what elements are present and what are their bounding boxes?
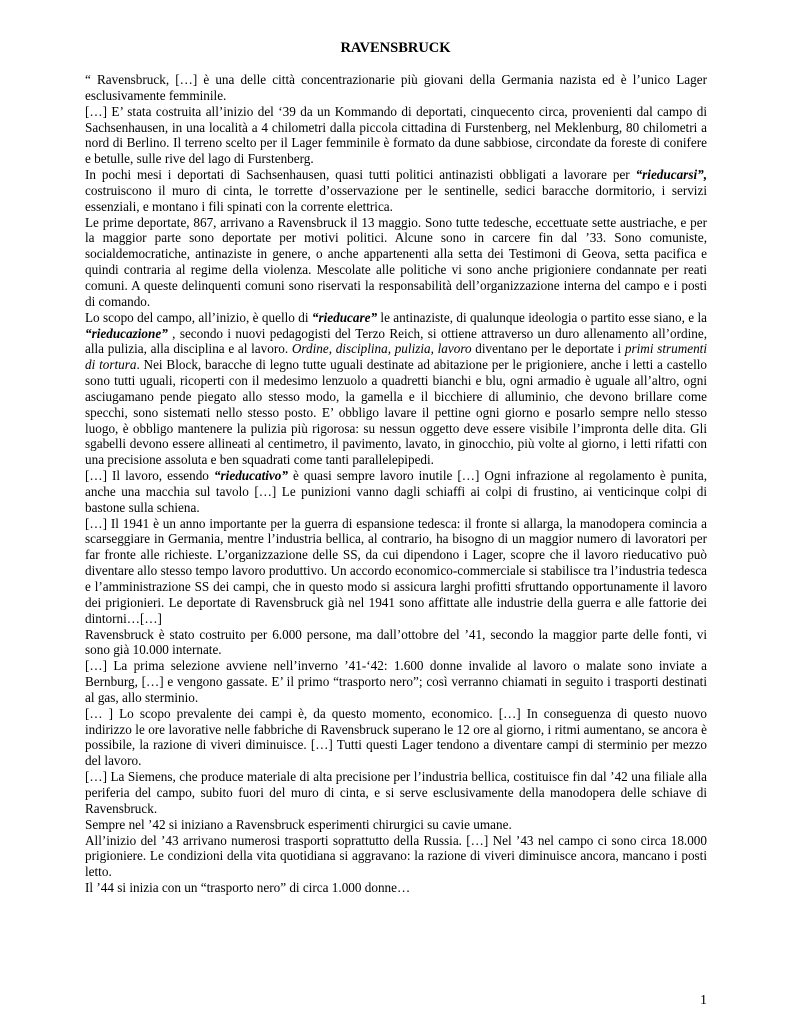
italic-phrase: Ordine, disciplina, pulizia, lavoro (291, 341, 472, 357)
text-run: […] Il 1941 è un anno importante per la guerra di espansione tedesca: il fronte si allarga, la manodopera comincia a scarseggiare in Germania, mentre l’industria bellica, al contrario, ha bisogno di un maggior numero di lavoratori per far fronte alle richieste. L’organizzazione delle SS, da cui dipendono i Lager, scopre che il lavoro rieducativo può diventare allo stesso tempo lavoro produttivo. Un accordo economico-commerciale si stabilisce tra l’industria tedesca e l’amministrazione SS dei campi, che in questo modo si assicura larghi profitti sfruttando opportunamente il lavoro dei prigionieri. Le deportate di Ravensbruck già nel 1941 sono affittate alle industrie della guerra e alle fattorie dei dintorni…[…] (85, 515, 707, 626)
text-run: costruiscono il muro di cinta, le torrette d’osservazione per le sentinelle, sedici baracche dormitorio, i servizi essenziali, e montano i fili spinati con la corrente elettrica. (85, 182, 707, 214)
document-title: RAVENSBRUCK (340, 40, 451, 56)
paragraph (85, 167, 707, 215)
text-run: In pochi mesi i deportati di Sachsenhausen, quasi tutti politici antinazisti obbligati a lavorare per (85, 167, 636, 183)
emphasized-term: “rieducarsi”, (635, 167, 707, 183)
paragraph (85, 817, 707, 833)
paragraph (85, 468, 707, 516)
text-run: Il ’44 si inizia con un “trasporto nero” di circa 1.000 donne… (85, 880, 411, 896)
paragraph (85, 658, 707, 706)
text-run: , secondo i nuovi pedagogisti del Terzo Reich, si ottiene attraverso un duro allenamento all’ordine, alla pulizia, alla disciplina e al lavoro. (85, 325, 707, 357)
paragraph (85, 769, 707, 817)
paragraph (85, 627, 707, 659)
text-run: diventano per le deportate i (471, 341, 625, 357)
paragraph (85, 215, 707, 310)
paragraph (85, 104, 707, 167)
italic-phrase: primi strumenti di tortura (85, 341, 708, 373)
text-run: […] E’ stata costruita all’inizio del ‘39 da un Kommando di deportati, cinquecento circa, provenienti dal campo di Sachsenhausen, in una località a 4 chilometri dalla piccola cittadina di Furstenberg, nel Meklenburg, 80 chilometri a nord di Berlino. Il terreno scelto per il Lager femminile è formato da dune sabbiose, circondate da foreste di conifere e betulle, sulle rive del lago di Furstenberg. (85, 103, 707, 167)
emphasized-term: “rieducare” (311, 309, 378, 325)
text-run: […] La Siemens, che produce materiale di alta precisione per l’industria bellica, costituisce fin dal ’42 una filiale alla periferia del campo, subito fuori del muro di cinta, e si serve esclusivamente della manodopera delle schiave di Ravensbruck. (85, 769, 707, 816)
emphasized-term: “rieducativo” (213, 468, 288, 484)
text-run: le antinaziste, di qualunque ideologia o partito esse siano, e la (377, 309, 708, 325)
emphasized-term: “rieducazione” (85, 325, 168, 341)
text-run: . Nei Block, baracche di legno tutte uguali destinate ad abitazione per le prigioniere, anche i letti a castello sono tutti uguali, ricoperti con il medesimo lenzuolo a quadretti bianchi e blu, ogni armadio è uguale all’altro, ogni asciugamano pende piegato allo stesso modo, la gamella e il bicchiere di alluminio, che devono brillare come specchi, sono sistemati nello stesso posto. E’ obbligo lavare il pettine ogni giorno e posarlo sempre nello stesso luogo, è obbligo mantenere la pulizia più rigorosa: su nessun oggetto deve essere visibile l’impronta delle dita. Gli sgabelli devono essere allineati al centimetro, il pavimento, lavato, in ginocchio, più volte al giorno, i letti rifatti con una precisione assoluta e ben squadrati come tanti parallelepipedi. (85, 357, 707, 468)
text-run: Le prime deportate, 867, arrivano a Ravensbruck il 13 maggio. Sono tutte tedesche, eccettuate sette austriache, e per la maggior parte sono deportate per motivi politici. Alcune sono in carcere fin dal ’33. Sono comuniste, socialdemocratiche, antinaziste in genere, o anche appartenenti alla setta dei Testimoni di Geova, setta pacifica e quindi contraria al regime della violenza. Mescolate alle politiche vi sono anche prigioniere condannate per reati comuni. A queste delinquenti comuni sono riservati la responsabilità dell’organizzazione interna del campo e i posti di comando. (85, 214, 707, 309)
text-run: Ravensbruck è stato costruito per 6.000 persone, ma dall’ottobre del ’41, secondo la maggior parte delle fonti, vi sono già 10.000 internate. (85, 626, 707, 658)
paragraph (85, 516, 707, 627)
page-number: 1 (700, 993, 707, 1008)
text-run: Lo scopo del campo, all’inizio, è quello di (85, 309, 312, 325)
paragraph (85, 833, 707, 881)
text-run: […] Il lavoro, essendo (85, 468, 214, 484)
text-run: […] La prima selezione avviene nell’inverno ’41-‘42: 1.600 donne invalide al lavoro o malate sono inviate a Bernburg, […] e vengono gassate. E’ il primo “trasporto nero”; così verranno chiamati in seguito i trasporti destinati al gas, allo sterminio. (85, 658, 707, 705)
text-run: è quasi sempre lavoro inutile […] Ogni infrazione al regolamento è punita, anche una macchia sul tavolo […] Le punizioni vanno dagli schiaffi ai colpi di frustino, ai venticinque colpi di bastone sulla schiena. (85, 468, 708, 515)
text-run: Sempre nel ’42 si iniziano a Ravensbruck esperimenti chirurgici su cavie umane. (85, 816, 512, 832)
paragraph (85, 310, 707, 468)
paragraph (85, 706, 707, 769)
paragraph (85, 880, 707, 896)
text-run: “ Ravensbruck, […] è una delle città concentrazionarie più giovani della Germania nazista ed è l’unico Lager esclusivamente femminile. (85, 72, 707, 103)
text-run: [… ] Lo scopo prevalente dei campi è, da questo momento, economico. […] In conseguenza di questo nuovo indirizzo le ore lavorative nelle fabbriche di Ravensbruck superano le 12 ore al giorno, i ritmi aumentano, se ancora è possibile, la razione di viveri diminuisce. […] Tutti questi Lager tendono a diventare campi di sterminio per mezzo del lavoro. (85, 705, 707, 769)
paragraph (85, 72, 707, 104)
document-body (85, 72, 707, 896)
text-run: All’inizio del ’43 arrivano numerosi trasporti soprattutto della Russia. […] Nel ’43 nel campo ci sono circa 18.000 prigioniere. Le condizioni della vita quotidiana si aggravano: la razione di viveri diminuisce ancora, mancano i posti letto. (85, 832, 707, 880)
